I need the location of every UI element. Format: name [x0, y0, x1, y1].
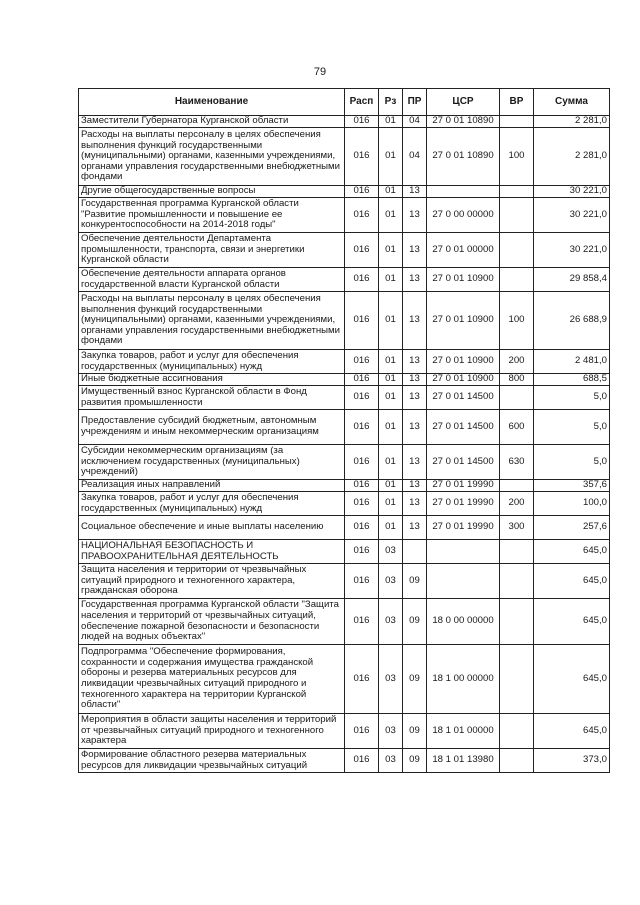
cell-rz: 03: [379, 714, 403, 749]
cell-pr: 09: [403, 645, 427, 714]
cell-pr: 13: [403, 410, 427, 445]
cell-rasp: 016: [345, 386, 379, 410]
table-row: [79, 645, 610, 714]
cell-vr: [500, 116, 534, 128]
cell-sum: 2 281,0: [534, 116, 610, 128]
cell-csr: 27 0 01 10900: [427, 268, 500, 292]
cell-name: Подпрограмма "Обеспечение формирования, сохранности и содержания имущества гражданской обороны и резерва материальных ресурсов для ликвидации чрезвычайных ситуаций природного и техногенного характера на территории Курганской области": [79, 645, 345, 714]
cell-rasp: 016: [345, 198, 379, 233]
cell-rasp: 016: [345, 516, 379, 540]
cell-vr: 630: [500, 445, 534, 480]
cell-sum: 257,6: [534, 516, 610, 540]
header-csr: ЦСР: [427, 89, 500, 116]
cell-rz: 01: [379, 374, 403, 386]
table-row: [79, 186, 610, 198]
cell-name: Расходы на выплаты персоналу в целях обеспечения выполнения функций государственными (муниципальными) органами, казенными учреждениями, органами управления государственными внебюджетными фондами: [79, 292, 345, 350]
cell-rz: 03: [379, 599, 403, 645]
cell-csr: 27 0 01 14500: [427, 386, 500, 410]
table-row: [79, 599, 610, 645]
cell-pr: 09: [403, 564, 427, 599]
header-pr: ПР: [403, 89, 427, 116]
header-vr: ВР: [500, 89, 534, 116]
cell-csr: 27 0 01 19990: [427, 492, 500, 516]
cell-rasp: 016: [345, 749, 379, 773]
cell-csr: 18 1 01 13980: [427, 749, 500, 773]
header-name: Наименование: [79, 89, 345, 116]
header-sum: Сумма: [534, 89, 610, 116]
cell-rz: 01: [379, 492, 403, 516]
cell-rasp: 016: [345, 480, 379, 492]
header-rz: Рз: [379, 89, 403, 116]
cell-rasp: 016: [345, 128, 379, 186]
cell-pr: 09: [403, 749, 427, 773]
table-row: [79, 714, 610, 749]
table-header-row: [79, 89, 610, 116]
cell-vr: [500, 540, 534, 564]
table-row: [79, 198, 610, 233]
cell-csr: 27 0 01 10900: [427, 292, 500, 350]
cell-rz: 03: [379, 749, 403, 773]
cell-rz: 01: [379, 198, 403, 233]
table-row: [79, 480, 610, 492]
cell-vr: [500, 714, 534, 749]
cell-sum: 5,0: [534, 386, 610, 410]
cell-csr: 18 1 00 00000: [427, 645, 500, 714]
cell-pr: 13: [403, 186, 427, 198]
cell-csr: 27 0 01 10890: [427, 128, 500, 186]
cell-sum: 688,5: [534, 374, 610, 386]
cell-csr: 27 0 01 19990: [427, 480, 500, 492]
cell-rasp: 016: [345, 116, 379, 128]
cell-name: Мероприятия в области защиты населения и территорий от чрезвычайных ситуаций природного и техногенного характера: [79, 714, 345, 749]
cell-name: Закупка товаров, работ и услуг для обеспечения государственных (муниципальных) нужд: [79, 492, 345, 516]
budget-table: [78, 88, 610, 773]
cell-sum: 357,6: [534, 480, 610, 492]
cell-csr: 27 0 00 00000: [427, 198, 500, 233]
cell-name: Реализация иных направлений: [79, 480, 345, 492]
cell-rasp: 016: [345, 233, 379, 268]
table-row: [79, 268, 610, 292]
cell-pr: 13: [403, 480, 427, 492]
cell-pr: 13: [403, 374, 427, 386]
cell-vr: [500, 268, 534, 292]
cell-csr: 27 0 01 14500: [427, 445, 500, 480]
cell-rasp: 016: [345, 645, 379, 714]
cell-vr: 100: [500, 292, 534, 350]
cell-sum: 100,0: [534, 492, 610, 516]
cell-csr: 27 0 01 00000: [427, 233, 500, 268]
cell-name: Защита населения и территории от чрезвычайных ситуаций природного и техногенного характера, гражданская оборона: [79, 564, 345, 599]
cell-name: Государственная программа Курганской области "Защита населения и территорий от чрезвычайных ситуаций, обеспечение пожарной безопасности и безопасности людей на водных объектах": [79, 599, 345, 645]
cell-pr: 13: [403, 292, 427, 350]
cell-sum: 30 221,0: [534, 186, 610, 198]
cell-rasp: 016: [345, 714, 379, 749]
cell-pr: 04: [403, 128, 427, 186]
cell-rasp: 016: [345, 445, 379, 480]
cell-rasp: 016: [345, 540, 379, 564]
cell-pr: 09: [403, 599, 427, 645]
cell-pr: 13: [403, 233, 427, 268]
cell-rz: 01: [379, 186, 403, 198]
cell-pr: 13: [403, 198, 427, 233]
table-row: [79, 749, 610, 773]
table-row: [79, 564, 610, 599]
cell-name: Формирование областного резерва материальных ресурсов для ликвидации чрезвычайных ситуаций: [79, 749, 345, 773]
table-body: [79, 116, 610, 773]
cell-pr: 13: [403, 268, 427, 292]
cell-rz: 01: [379, 410, 403, 445]
cell-pr: 04: [403, 116, 427, 128]
cell-rz: 01: [379, 268, 403, 292]
cell-vr: [500, 386, 534, 410]
cell-sum: 645,0: [534, 564, 610, 599]
cell-rasp: 016: [345, 292, 379, 350]
table-row: [79, 350, 610, 374]
cell-vr: [500, 599, 534, 645]
table-row: [79, 116, 610, 128]
cell-vr: [500, 645, 534, 714]
cell-rasp: 016: [345, 599, 379, 645]
cell-rz: 01: [379, 350, 403, 374]
cell-csr: 27 0 01 10890: [427, 116, 500, 128]
cell-csr: [427, 186, 500, 198]
cell-vr: [500, 480, 534, 492]
cell-sum: 645,0: [534, 599, 610, 645]
cell-vr: [500, 749, 534, 773]
cell-vr: 600: [500, 410, 534, 445]
cell-name: Социальное обеспечение и иные выплаты населению: [79, 516, 345, 540]
cell-vr: [500, 198, 534, 233]
cell-rz: 01: [379, 128, 403, 186]
cell-sum: 30 221,0: [534, 198, 610, 233]
table-row: [79, 445, 610, 480]
cell-sum: 373,0: [534, 749, 610, 773]
cell-pr: 13: [403, 350, 427, 374]
cell-sum: 5,0: [534, 445, 610, 480]
cell-csr: 27 0 01 14500: [427, 410, 500, 445]
cell-name: Другие общегосударственные вопросы: [79, 186, 345, 198]
cell-name: Закупка товаров, работ и услуг для обеспечения государственных (муниципальных) нужд: [79, 350, 345, 374]
cell-csr: [427, 540, 500, 564]
cell-vr: [500, 564, 534, 599]
cell-pr: 09: [403, 714, 427, 749]
cell-rz: 03: [379, 540, 403, 564]
cell-pr: 13: [403, 516, 427, 540]
cell-rz: 01: [379, 516, 403, 540]
cell-sum: 30 221,0: [534, 233, 610, 268]
cell-vr: 100: [500, 128, 534, 186]
table-row: [79, 374, 610, 386]
cell-sum: 645,0: [534, 540, 610, 564]
cell-rz: 03: [379, 645, 403, 714]
cell-vr: 200: [500, 492, 534, 516]
cell-vr: 300: [500, 516, 534, 540]
table-row: [79, 516, 610, 540]
cell-sum: 5,0: [534, 410, 610, 445]
cell-rasp: 016: [345, 564, 379, 599]
cell-sum: 645,0: [534, 645, 610, 714]
cell-csr: [427, 564, 500, 599]
cell-pr: 13: [403, 445, 427, 480]
cell-rasp: 016: [345, 186, 379, 198]
cell-csr: 27 0 01 10900: [427, 374, 500, 386]
cell-csr: 27 0 01 10900: [427, 350, 500, 374]
cell-pr: 13: [403, 386, 427, 410]
cell-vr: 200: [500, 350, 534, 374]
cell-rz: 01: [379, 386, 403, 410]
cell-rz: 01: [379, 233, 403, 268]
cell-rz: 01: [379, 116, 403, 128]
cell-pr: 13: [403, 492, 427, 516]
cell-rasp: 016: [345, 268, 379, 292]
cell-name: Обеспечение деятельности Департамента промышленности, транспорта, связи и энергетики Курганской области: [79, 233, 345, 268]
cell-rasp: 016: [345, 410, 379, 445]
cell-sum: 26 688,9: [534, 292, 610, 350]
table-row: [79, 292, 610, 350]
cell-rz: 01: [379, 480, 403, 492]
table-row: [79, 386, 610, 410]
cell-rz: 01: [379, 292, 403, 350]
table-row: [79, 128, 610, 186]
cell-vr: [500, 233, 534, 268]
cell-sum: 2 281,0: [534, 128, 610, 186]
cell-sum: 29 858,4: [534, 268, 610, 292]
cell-name: Обеспечение деятельности аппарата органов государственной власти Курганской области: [79, 268, 345, 292]
cell-name: Заместители Губернатора Курганской области: [79, 116, 345, 128]
cell-name: Государственная программа Курганской области "Развитие промышленности и повышение ее конкурентоспособности на 2014-2018 годы": [79, 198, 345, 233]
cell-name: Имущественный взнос Курганской области в Фонд развития промышленности: [79, 386, 345, 410]
cell-name: Расходы на выплаты персоналу в целях обеспечения выполнения функций государственными (муниципальными) органами, казенными учреждениями, органами управления государственными внебюджетными фондами: [79, 128, 345, 186]
cell-name: Предоставление субсидий бюджетным, автономным учреждениям и иным некоммерческим организациям: [79, 410, 345, 445]
cell-rz: 01: [379, 445, 403, 480]
cell-rasp: 016: [345, 350, 379, 374]
cell-name: Субсидии некоммерческим организациям (за исключением государственных (муниципальных) учреждений): [79, 445, 345, 480]
cell-sum: 2 481,0: [534, 350, 610, 374]
cell-vr: 800: [500, 374, 534, 386]
table-row: [79, 492, 610, 516]
cell-rz: 03: [379, 564, 403, 599]
cell-rasp: 016: [345, 492, 379, 516]
table-row: [79, 410, 610, 445]
table-row: [79, 540, 610, 564]
cell-pr: [403, 540, 427, 564]
cell-csr: 27 0 01 19990: [427, 516, 500, 540]
cell-vr: [500, 186, 534, 198]
page-number: 79: [313, 66, 327, 78]
table-row: [79, 233, 610, 268]
cell-csr: 18 0 00 00000: [427, 599, 500, 645]
cell-csr: 18 1 01 00000: [427, 714, 500, 749]
cell-name: НАЦИОНАЛЬНАЯ БЕЗОПАСНОСТЬ И ПРАВООХРАНИТЕЛЬНАЯ ДЕЯТЕЛЬНОСТЬ: [79, 540, 345, 564]
header-rasp: Расп: [345, 89, 379, 116]
cell-name: Иные бюджетные ассигнования: [79, 374, 345, 386]
cell-rasp: 016: [345, 374, 379, 386]
cell-sum: 645,0: [534, 714, 610, 749]
